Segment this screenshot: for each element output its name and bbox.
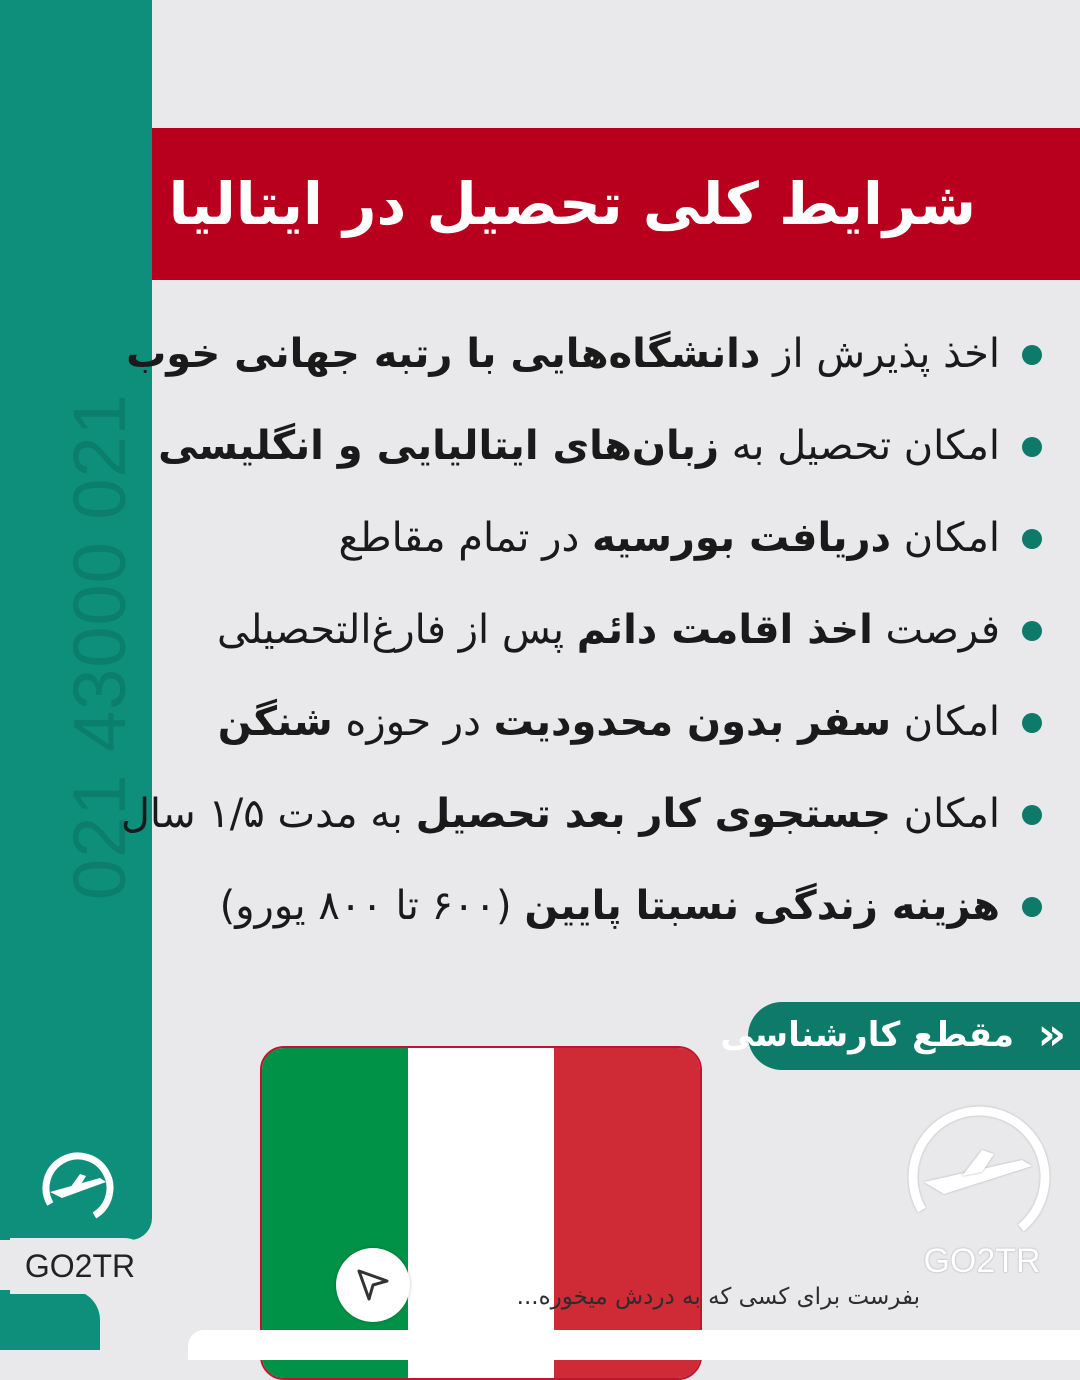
phone-number-vertical: 021 43000 021: [58, 393, 141, 900]
item-text: امکان: [891, 791, 1000, 837]
item-highlight: سفر بدون محدودیت: [493, 699, 892, 745]
list-item: [176, 502, 1056, 594]
item-text: پس از فارغ‌التحصیلی: [216, 607, 577, 653]
item-highlight: هزینه زندگی نسبتا پایین: [524, 883, 1000, 929]
title-band: [152, 128, 1080, 280]
item-highlight: دانشگاه‌هایی با رتبه جهانی خوب: [126, 331, 761, 377]
item-text: امکان: [891, 515, 1000, 561]
share-caption: بفرست برای کسی که به دردش میخوره...: [516, 1284, 920, 1310]
list-item: [176, 870, 1056, 962]
watermark-brand: GO2TR: [923, 1242, 1041, 1280]
item-highlight: جستجوی کار بعد تحصیل: [415, 791, 892, 837]
item-text: امکان: [891, 699, 1000, 745]
list-item: [126, 318, 1056, 410]
item-highlight: زبان‌های ایتالیایی و انگلیسی: [158, 423, 720, 469]
item-text: (۶۰۰ تا ۸۰۰ یورو): [219, 883, 525, 929]
send-arrow-icon: [355, 1267, 391, 1303]
list-item: [158, 410, 1056, 502]
item-text: امکان تحصیل به: [719, 423, 1000, 469]
degree-level-tag: [720, 1002, 1080, 1070]
bullet-dot-icon: [1022, 805, 1042, 825]
item-text: اخذ پذیرش از: [760, 331, 1000, 377]
flag-white-stripe: [408, 1048, 554, 1378]
send-button[interactable]: [336, 1248, 410, 1322]
double-chevron-icon: «: [1037, 1009, 1060, 1060]
watermark-logo-icon: [904, 1102, 1054, 1252]
bullet-dot-icon: [1022, 713, 1042, 733]
list-item: [120, 778, 1056, 870]
item-highlight: دریافت بورسیه: [591, 515, 892, 561]
bullet-dot-icon: [1022, 345, 1042, 365]
requirements-list: [120, 318, 1056, 962]
flag-red-stripe: [554, 1048, 700, 1378]
share-bubble: [188, 1330, 1080, 1360]
flag-green-stripe: [262, 1048, 408, 1378]
item-highlight: شنگن: [217, 699, 333, 745]
item-text: در حوزه: [332, 699, 494, 745]
bullet-dot-icon: [1022, 621, 1042, 641]
side-brand-label: GO2TR: [10, 1238, 150, 1294]
bullet-dot-icon: [1022, 437, 1042, 457]
side-bar-lower: [0, 1290, 100, 1350]
bullet-dot-icon: [1022, 897, 1042, 917]
item-highlight: اخذ اقامت دائم: [576, 607, 873, 653]
item-text: به مدت ۱/۵ سال: [120, 791, 416, 837]
degree-level-label: مقطع کارشناسی: [720, 1015, 1014, 1055]
item-text: در تمام مقاطع: [338, 515, 592, 561]
page-title: شرایط کلی تحصیل در ایتالیا: [168, 170, 976, 238]
plane-logo-icon: [40, 1150, 116, 1226]
bullet-dot-icon: [1022, 529, 1042, 549]
list-item: [176, 594, 1056, 686]
item-text: فرصت: [872, 607, 1000, 653]
list-item: [176, 686, 1056, 778]
